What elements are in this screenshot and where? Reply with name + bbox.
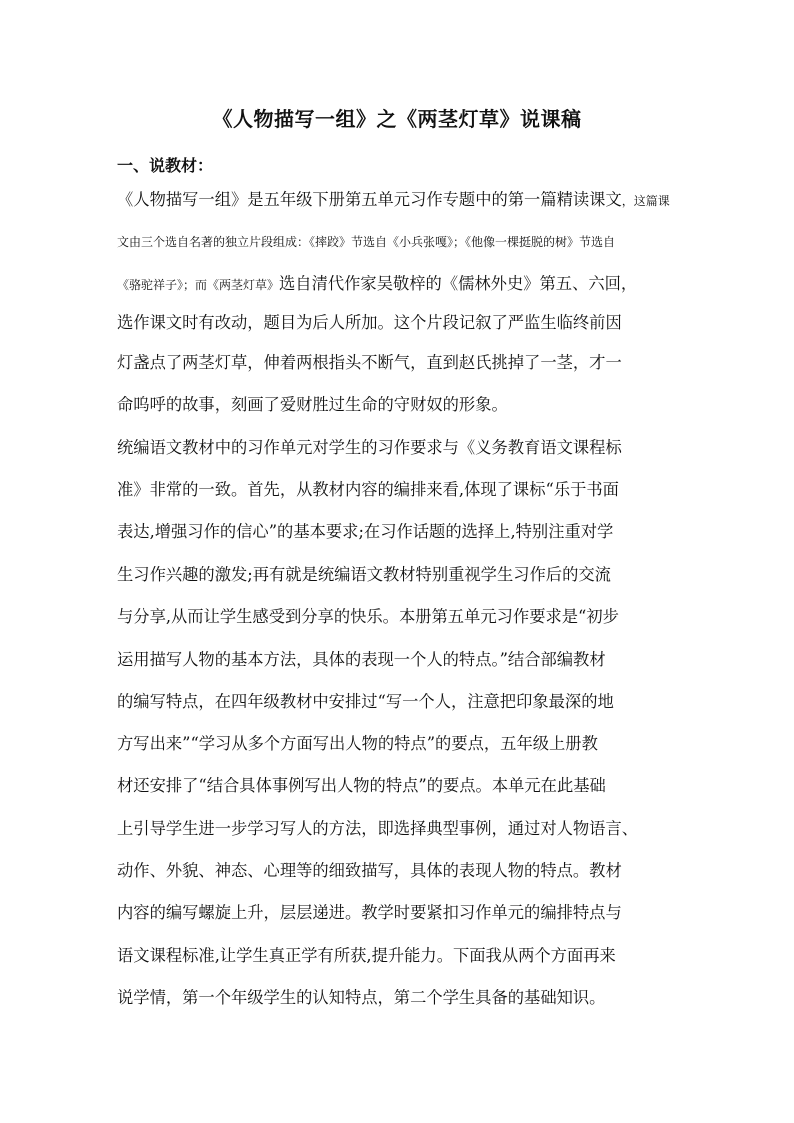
paragraph-line-20: 说学情，第一个年级学生的认知特点，第二个学生具备的基础知识。 bbox=[117, 988, 606, 1007]
paragraph-line-18: 内容的编写螺旋上升，层层递进。教学时要紧扣习作单元的编排特点与 bbox=[117, 903, 622, 922]
paragraph-line-3 bbox=[117, 269, 637, 299]
paragraph-line-10: 生习作兴趣的激发;再有就是统编语文教材特别重视学生习作后的交流 bbox=[117, 565, 611, 584]
paragraph-line-8: 准》非常的一致。首先，从教材内容的编排来看,体现了课标“乐于书面 bbox=[117, 480, 619, 499]
paragraph-line-3-text: 选自清代作家吴敬梓的《儒林外史》第五、六回， bbox=[279, 274, 638, 293]
document-title: 《人物描写一组》之《两茎灯草》说课稿 bbox=[212, 107, 582, 131]
paragraph-line-17: 动作、外貌、神态、心理等的细致描写，具体的表现人物的特点。教材 bbox=[117, 861, 622, 880]
paragraph-line-12: 运用描写人物的基本方法，具体的表现一个人的特点。”结合部编教材 bbox=[117, 650, 606, 669]
paragraph-line-4: 选作课文时有改动，题目为后人所加。这个片段记叙了严监生临终前因 bbox=[117, 313, 622, 332]
paragraph-line-5: 灯盏点了两茎灯草，伸着两根指头不断气，直到赵氏挑掉了一茎，才一 bbox=[117, 353, 622, 372]
paragraph-line-1-small-text: ，这篇课 bbox=[621, 194, 670, 208]
paragraph-line-3-small-text: 《骆驼祥子》；而《两茎灯草》 bbox=[117, 278, 280, 292]
paragraph-line-19: 语文课程标准,让学生真正学有所获,提升能力。下面我从两个方面再来 bbox=[117, 946, 616, 965]
section-heading: 一、说教材： bbox=[117, 156, 214, 175]
paragraph-line-13: 的编写特点，在四年级教材中安排过“写一个人，注意把印象最深的地 bbox=[117, 692, 614, 711]
paragraph-line-9: 表达,增强习作的信心”的基本要求;在习作话题的选择上,特别注重对学 bbox=[117, 522, 614, 541]
paragraph-line-11: 与分享,从而让学生感受到分享的快乐。本册第五单元习作要求是“初步 bbox=[117, 607, 619, 626]
paragraph-line-14: 方写出来”“学习从多个方面写出人物的特点”的要点，五年级上册教 bbox=[117, 734, 598, 753]
paragraph-line-1-text: 《人物描写一组》是五年级下册第五单元习作专题中的第一篇精读课文 bbox=[117, 190, 622, 209]
paragraph-line-1 bbox=[117, 185, 670, 215]
paragraph-line-6: 命呜呼的故事，刻画了爱财胜过生命的守财奴的形象。 bbox=[117, 395, 508, 414]
paragraph-line-7: 统编语文教材中的习作单元对学生的习作要求与《义务教育语文课程标 bbox=[117, 438, 622, 457]
paragraph-line-16: 上引导学生进一步学习写人的方法，即选择典型事例，通过对人物语言、 bbox=[117, 819, 639, 838]
paragraph-line-2: 文由三个选自名著的独立片段组成：《摔跤》节选自《小兵张嘎》；《他像一棵挺脱的树》节选自 bbox=[117, 235, 616, 249]
paragraph-line-15: 材还安排了“结合具体事例写出人物的特点”的要点。本单元在此基础 bbox=[117, 776, 606, 795]
